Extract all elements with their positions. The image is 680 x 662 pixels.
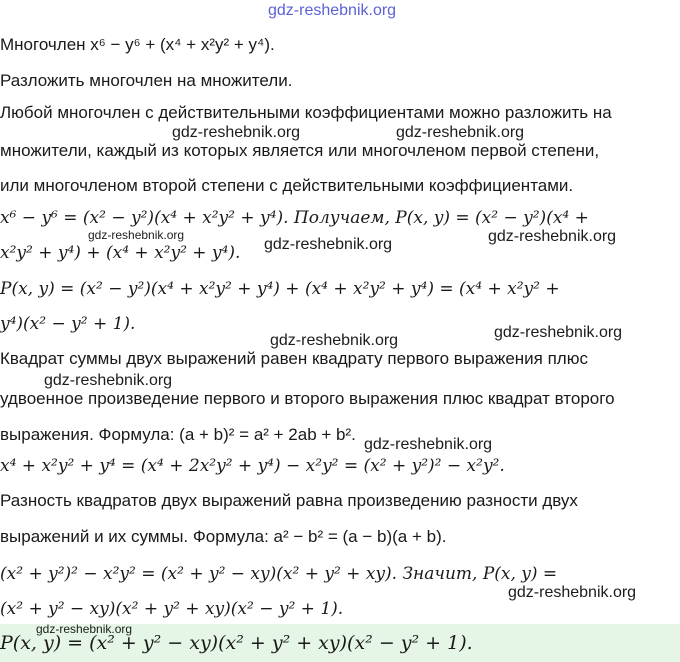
- text-line-8: P(x, y) = (x² − y²)(x⁴ + x²y² + y⁴) + (x⁴ + x²y² + y⁴) = (x⁴ + x²y² +: [0, 279, 560, 299]
- text-line-14: Разность квадратов двух выражений равна произведению разности двух: [0, 491, 578, 510]
- watermark: gdz-reshebnik.org: [494, 324, 623, 341]
- text-line-2: Разложить многочлен на множители.: [0, 71, 293, 90]
- text-line-6: x⁶ − y⁶ = (x² − y²)(x⁴ + x²y² + y⁴). Получаем, P(x, y) = (x² − y²)(x⁴ +: [0, 208, 589, 228]
- watermark: gdz-reshebnik.org: [44, 372, 173, 389]
- watermark: gdz-reshebnik.org: [364, 436, 493, 453]
- text-line-5: или многочленом второй степени с действительными коэффициентами.: [0, 176, 574, 195]
- text-line-15: выражений и их суммы. Формула: a² − b² = (a − b)(a + b).: [0, 527, 447, 546]
- watermark: gdz-reshebnik.org: [508, 584, 637, 601]
- watermark: gdz-reshebnik.org: [264, 236, 393, 253]
- text-line-7: x²y² + y⁴) + (x⁴ + x²y² + y⁴).: [0, 243, 241, 263]
- watermark: gdz-reshebnik.org: [88, 228, 185, 242]
- text-line-1: Многочлен x⁶ − y⁶ + (x⁴ + x²y² + y⁴).: [0, 35, 275, 54]
- text-line-9: y⁴)(x² − y² + 1).: [0, 314, 136, 334]
- text-line-11: удвоенное произведение первого и второго выражения плюс квадрат второго: [0, 389, 615, 408]
- final-answer: P(x, y) = (x² + y² − xy)(x² + y² + xy)(x² − y² + 1).: [0, 632, 473, 654]
- watermark: gdz-reshebnik.org: [396, 124, 525, 141]
- text-line-10: Квадрат суммы двух выражений равен квадрату первого выражения плюс: [0, 349, 588, 368]
- answer-highlight: [0, 624, 680, 662]
- text-line-17: (x² + y² − xy)(x² + y² + xy)(x² − y² + 1).: [0, 599, 344, 619]
- watermark: gdz-reshebnik.org: [270, 332, 399, 349]
- text-line-3: Любой многочлен с действительными коэффициентами можно разложить на: [0, 103, 612, 122]
- text-line-12: выражения. Формула: (a + b)² = a² + 2ab + b².: [0, 425, 356, 444]
- watermark-top: gdz-reshebnik.org: [268, 2, 397, 19]
- text-line-13: x⁴ + x²y² + y⁴ = (x⁴ + 2x²y² + y⁴) − x²y² = (x² + y²)² − x²y².: [0, 456, 505, 476]
- text-line-4: множители, каждый из которых является или многочленом первой степени,: [0, 141, 600, 160]
- watermark: gdz-reshebnik.org: [488, 228, 617, 245]
- watermark: gdz-reshebnik.org: [172, 124, 301, 141]
- text-line-16: (x² + y²)² − x²y² = (x² + y² − xy)(x² + y² + xy). Значит, P(x, y) =: [0, 564, 558, 584]
- watermark: gdz-reshebnik.org: [36, 622, 133, 636]
